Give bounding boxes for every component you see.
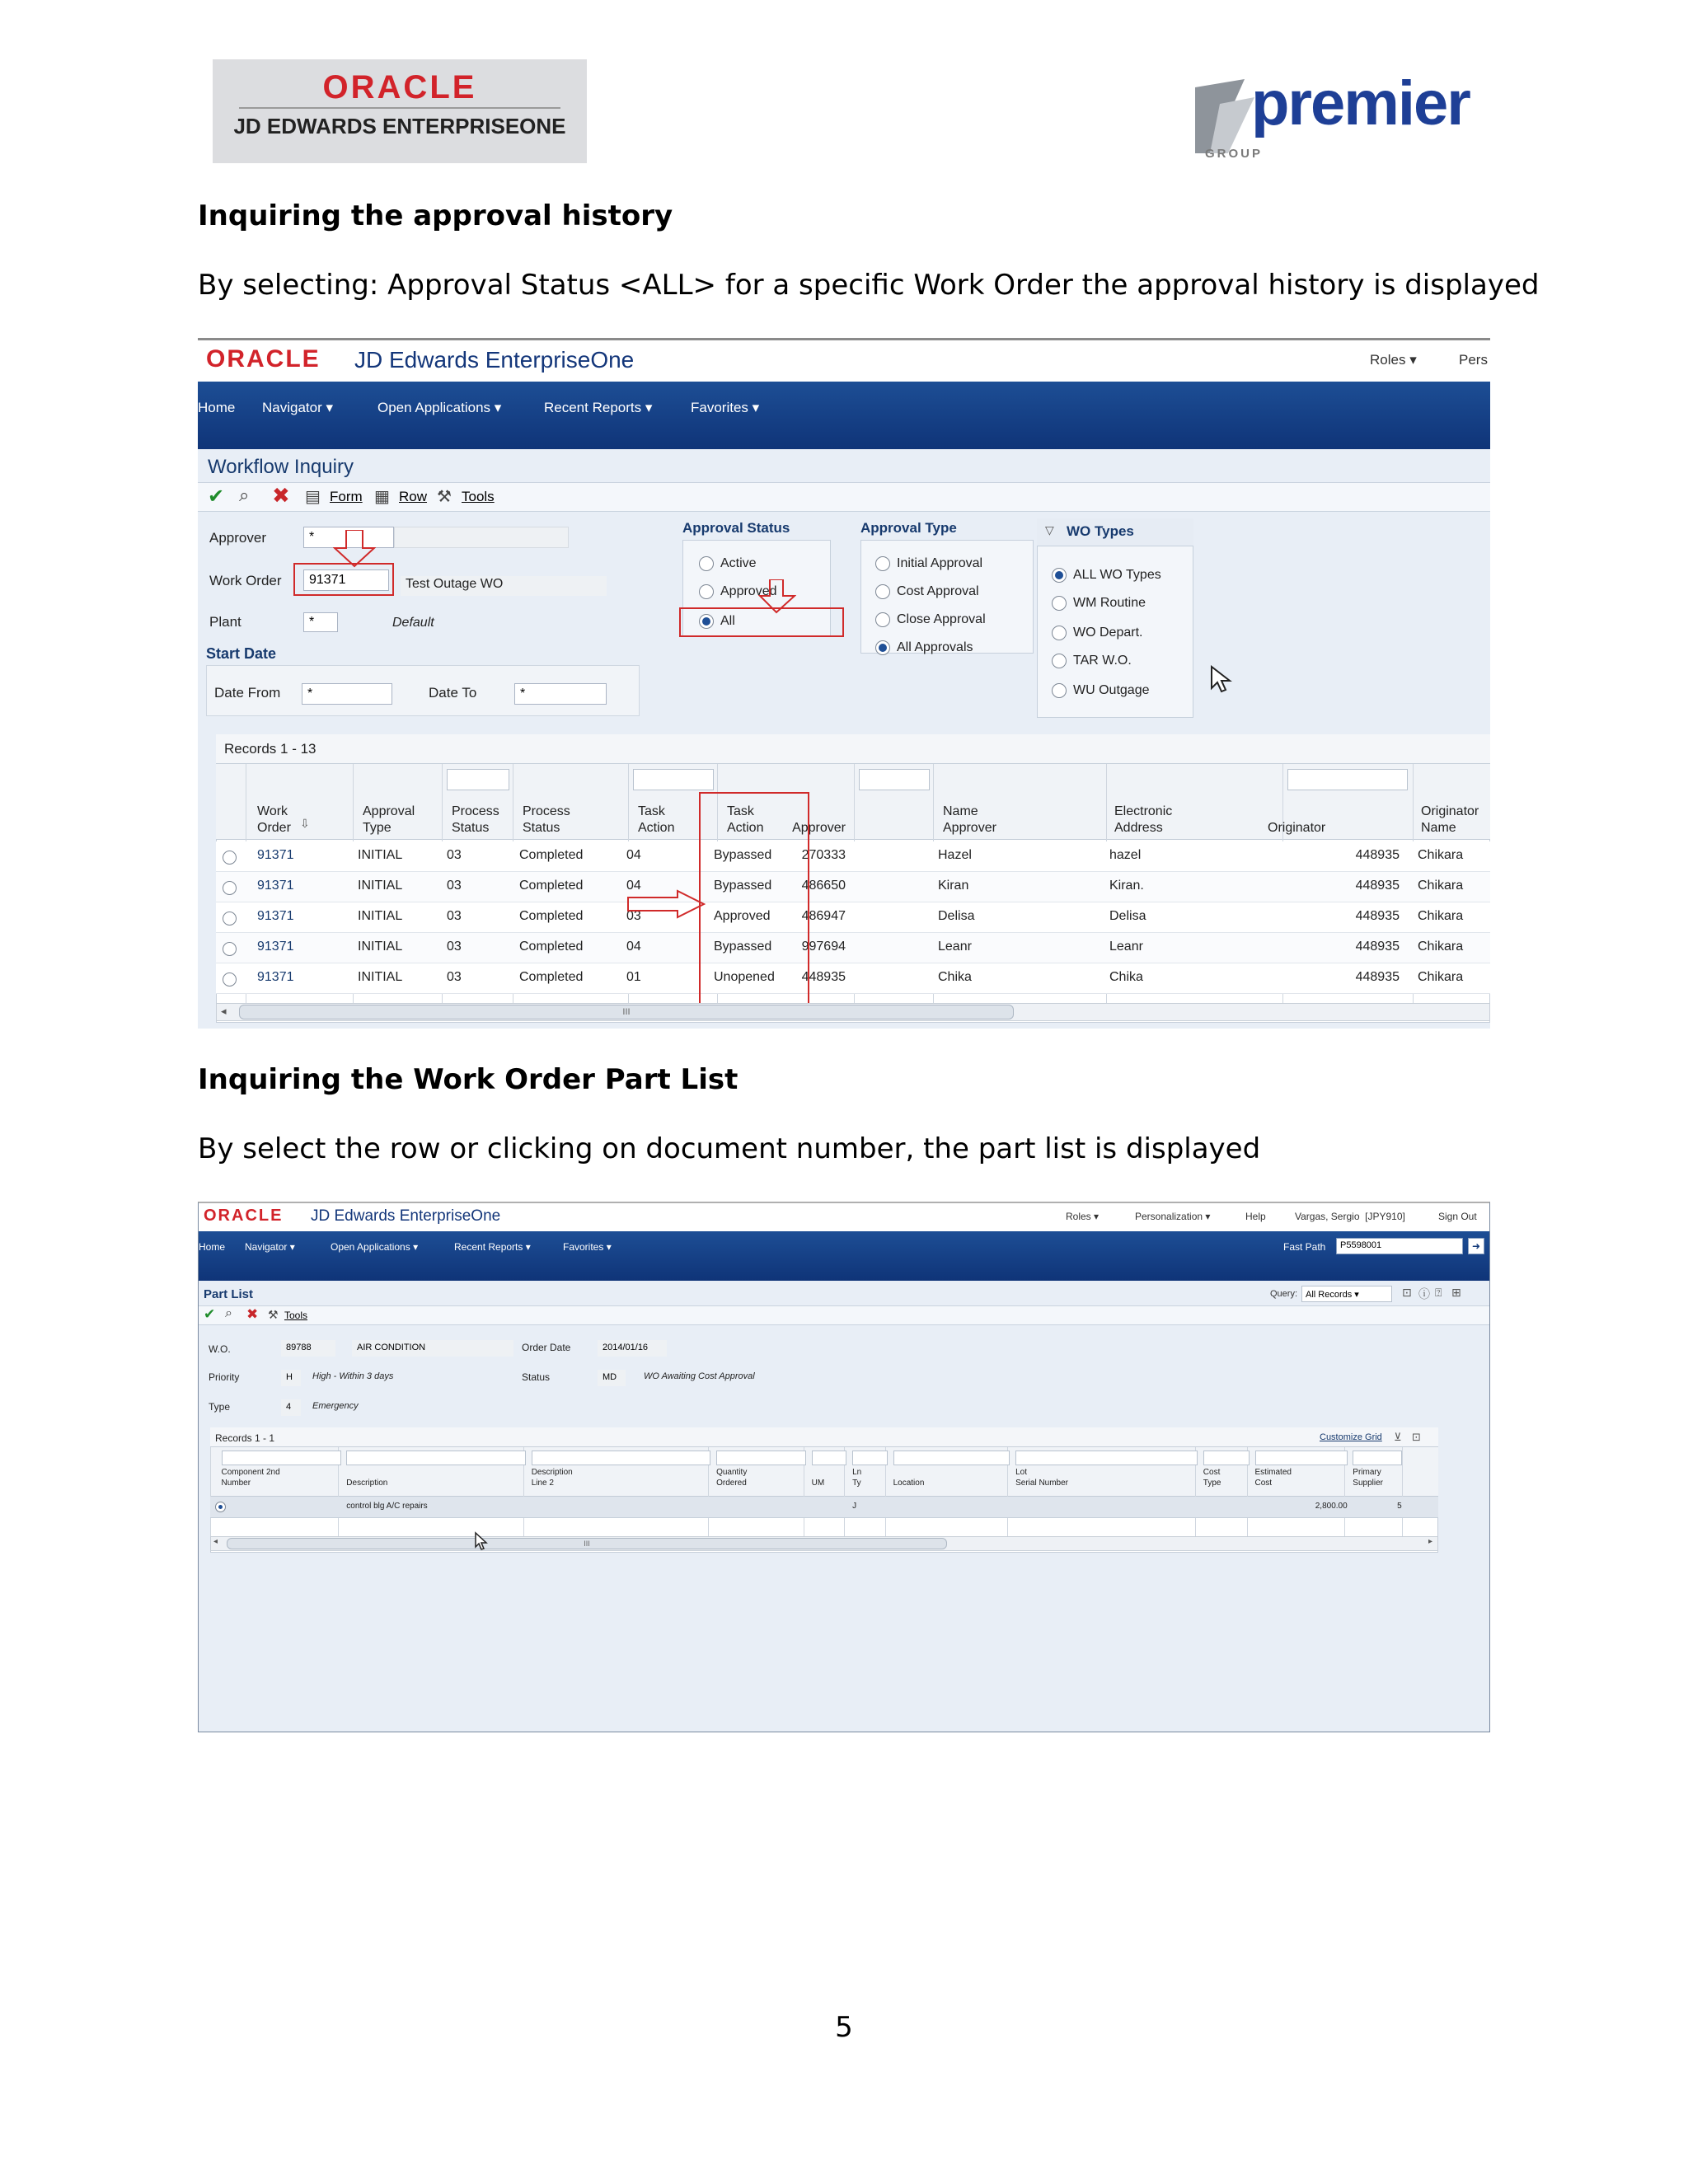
approval-type-title: Approval Type: [860, 520, 957, 536]
oracle-logo-word: ORACLE: [322, 69, 477, 105]
records-count: Records 1 - 13: [224, 741, 316, 757]
cell-task-action-code: 04: [626, 879, 641, 893]
grid-records-bar: [210, 1427, 1438, 1447]
cell-process-status-code: 03: [447, 848, 462, 862]
jde-brand: JD Edwards EnterpriseOne: [354, 347, 635, 373]
scroll-right-icon[interactable]: ▸: [1428, 1537, 1433, 1546]
filter-originator-input[interactable]: [1287, 769, 1408, 790]
oracle-jde-logo: [213, 59, 587, 163]
wo-value: 89788: [281, 1340, 335, 1357]
customize-grid-link[interactable]: Customize Grid: [1320, 1432, 1382, 1442]
filter-ln-ty-input[interactable]: [852, 1451, 888, 1465]
cell-name-approver: Leanr: [938, 940, 972, 954]
filter-lot-serial-number-input[interactable]: [1015, 1451, 1198, 1465]
cell-task-action-code: 01: [626, 970, 641, 984]
section2-text: By select the row or clicking on document number, the part list is displayed: [198, 1132, 1261, 1165]
order-date-value: 2014/01/16: [598, 1340, 667, 1357]
priority-label: Priority: [209, 1371, 240, 1383]
cell-originator-name: Chikara: [1418, 879, 1464, 893]
right-arrow-annotation-icon: [626, 889, 706, 919]
cell-originator: 448935: [1355, 879, 1400, 893]
col-header-line2: Approver: [792, 821, 846, 835]
filter-approver-input[interactable]: [859, 769, 930, 790]
cell-process-status-code: 03: [447, 970, 462, 984]
col-header-line2: Approver: [943, 821, 996, 835]
cell-primary-supplier: 5: [1397, 1502, 1402, 1511]
col-electronic-address[interactable]: [1114, 804, 1172, 837]
col-header-line1: Electronic: [1114, 804, 1173, 818]
col-header-line1: [1268, 804, 1325, 820]
approval-status-active-label: Active: [720, 556, 757, 570]
col-header-line2: Number: [221, 1479, 251, 1488]
find-search-icon[interactable]: ⌕: [225, 1306, 232, 1320]
priority-value: H: [281, 1370, 301, 1386]
premier-logo-mark-icon: [1195, 79, 1254, 153]
approval-type-initial-label: Initial Approval: [897, 556, 983, 570]
cell-approval-type: INITIAL: [358, 909, 403, 923]
col-ln-ty[interactable]: [852, 1467, 888, 1488]
col-estimated-cost[interactable]: [1255, 1467, 1348, 1488]
fast-path-go-arrow-icon[interactable]: ➜: [1468, 1238, 1484, 1254]
app-header: [199, 1203, 1490, 1231]
cell-task-action-code: 03: [626, 909, 641, 923]
cell-process-status-code: 03: [447, 909, 462, 923]
query-label: Query:: [1270, 1289, 1298, 1299]
nav-bar: [198, 382, 1490, 449]
col-header-line2: Ordered: [716, 1479, 747, 1488]
cell-electronic-address: Leanr: [1109, 940, 1143, 954]
approver-label: Approver: [209, 530, 266, 546]
roles-menu[interactable]: Roles ▾: [1066, 1211, 1099, 1222]
cell-name-approver: Delisa: [938, 909, 975, 923]
col-header-line1: [346, 1467, 526, 1478]
jde-brand: JD Edwards EnterpriseOne: [311, 1207, 501, 1225]
section1-heading: Inquiring the approval history: [198, 199, 673, 232]
row-select-radio[interactable]: [223, 881, 237, 895]
row-menu-icon: ▦: [374, 488, 390, 506]
col-originator[interactable]: [1268, 804, 1325, 837]
grid-export-icon[interactable]: ⊻: [1394, 1431, 1402, 1443]
cell-approval-type: INITIAL: [358, 970, 403, 984]
type-description: Emergency: [312, 1401, 359, 1411]
cell-task-action: Bypassed: [714, 848, 772, 862]
form-toolbar: [199, 1305, 1490, 1325]
ok-check-icon[interactable]: ✔: [208, 485, 225, 508]
cell-originator-name: Chikara: [1418, 909, 1464, 923]
col-task-action-code[interactable]: [638, 804, 674, 837]
col-header-line2: Type: [1203, 1479, 1221, 1488]
cell-originator: 448935: [1355, 940, 1400, 954]
premier-logo-group: GROUP: [1205, 147, 1264, 161]
wo-type-wu-outgage-radio[interactable]: [1052, 683, 1067, 698]
col-header-line1: Estimated: [1254, 1468, 1292, 1477]
approver-input[interactable]: *: [303, 527, 394, 548]
oracle-brand: ORACLE: [206, 345, 321, 373]
grid-records-bar: [216, 734, 1490, 764]
col-header-line1: Primary: [1353, 1468, 1381, 1477]
cell-approval-type: INITIAL: [358, 940, 403, 954]
cell-approver: 486947: [801, 909, 846, 923]
cell-approver: 448935: [801, 970, 846, 984]
approval-type-cost-label: Cost Approval: [897, 584, 979, 598]
row-select-radio[interactable]: [223, 942, 237, 956]
col-header-line2: Cost: [1254, 1479, 1273, 1488]
approval-status-active-radio[interactable]: [699, 556, 714, 571]
cell-process-status: Completed: [519, 909, 584, 923]
approval-status-approved-radio[interactable]: [699, 584, 714, 599]
col-process-status-code[interactable]: [452, 804, 499, 837]
cell-process-status: Completed: [519, 940, 584, 954]
work-order-label: Work Order: [209, 573, 282, 588]
help-link[interactable]: Help: [1245, 1211, 1266, 1222]
filter-cost-type-input[interactable]: [1203, 1451, 1250, 1465]
cell-approval-type: INITIAL: [358, 879, 403, 893]
col-header-line2: Originator: [1268, 821, 1326, 835]
cell-electronic-address: Kiran.: [1109, 879, 1144, 893]
personalization-menu[interactable]: Pers: [1459, 352, 1488, 368]
query-select[interactable]: All Records ▾: [1301, 1286, 1392, 1302]
col-cost-type[interactable]: [1203, 1467, 1250, 1488]
date-from-label: Date From: [214, 685, 281, 701]
col-location[interactable]: [893, 1467, 1010, 1488]
col-header-line1: Work: [257, 804, 288, 818]
cell-originator-name: Chikara: [1418, 848, 1464, 862]
nav-home[interactable]: Home: [198, 400, 236, 415]
col-originator-name[interactable]: [1421, 804, 1479, 837]
filter-description-input[interactable]: [346, 1451, 526, 1465]
status-value: MD: [598, 1370, 626, 1386]
wo-type-wo-depart-radio[interactable]: [1052, 626, 1067, 640]
cell-originator: 448935: [1355, 848, 1400, 862]
type-label: Type: [209, 1401, 231, 1413]
mouse-cursor-icon: [474, 1531, 490, 1551]
user-name: Vargas, Sergio [JPY910]: [1295, 1211, 1405, 1222]
query-info-icon[interactable]: ⓘ: [1418, 1287, 1430, 1301]
work-order-description: Test Outage WO: [401, 576, 607, 596]
close-x-icon[interactable]: ✖: [246, 1306, 259, 1322]
plant-label: Plant: [209, 614, 241, 630]
nav-favorites[interactable]: Favorites ▾: [563, 1241, 612, 1253]
oracle-logo-subtitle: JD EDWARDS ENTERPRISEONE: [233, 114, 566, 138]
type-value: 4: [281, 1399, 301, 1416]
query-manage-icon[interactable]: ⊞: [1451, 1286, 1461, 1299]
query-save-icon[interactable]: ⊡: [1402, 1286, 1412, 1299]
cell-process-status-code: 03: [447, 940, 462, 954]
filter-task-action-input[interactable]: [633, 769, 714, 790]
col-header-line2: Name: [1421, 821, 1456, 835]
col-header-line2: Serial Number: [1015, 1479, 1069, 1488]
form-title: Part List: [204, 1287, 254, 1301]
wo-type-wo-depart-label: WO Depart.: [1073, 626, 1143, 640]
cell-originator: 448935: [1355, 909, 1400, 923]
filter-location-input[interactable]: [893, 1451, 1010, 1465]
cell-name-approver: Hazel: [938, 848, 972, 862]
scroll-left-icon[interactable]: ◂: [221, 1005, 227, 1017]
nav-recent-reports[interactable]: Recent Reports ▾: [544, 400, 652, 416]
cell-approver: 486650: [801, 879, 846, 893]
col-header-line1: Process: [452, 804, 499, 818]
cell-approver: 997694: [801, 940, 846, 954]
cell-name-approver: Kiran: [938, 879, 969, 893]
date-to-input[interactable]: *: [514, 683, 607, 705]
cell-process-status: Completed: [519, 879, 584, 893]
section1-text: By selecting: Approval Status <ALL> for a specific Work Order the approval history is displayed: [198, 269, 1540, 302]
cell-electronic-address: Chika: [1109, 970, 1143, 984]
find-search-icon[interactable]: ⌕: [239, 485, 250, 505]
col-header-line2: Order: [257, 821, 291, 835]
cell-originator: 448935: [1355, 970, 1400, 984]
row-select-radio[interactable]: [223, 851, 237, 865]
col-header-line1: Task: [638, 804, 665, 818]
form-menu-icon: ▤: [305, 488, 321, 506]
scrollbar-thumb[interactable]: III: [227, 1538, 947, 1549]
wo-type-all-radio[interactable]: [1052, 568, 1067, 583]
col-name-approver[interactable]: [943, 804, 996, 837]
filter-component-2nd-number-input[interactable]: [222, 1451, 341, 1465]
col-header-line1: Lot: [1015, 1468, 1027, 1477]
form-toolbar: [198, 482, 1490, 512]
cell-task-action-code: 04: [626, 940, 641, 954]
wo-types-title: WO Types: [1067, 523, 1134, 539]
personalization-menu[interactable]: Personalization ▾: [1135, 1211, 1210, 1222]
ok-check-icon[interactable]: ✔: [204, 1306, 216, 1322]
plant-description: Default: [392, 616, 434, 630]
filter-process-status-input[interactable]: [447, 769, 509, 790]
nav-home[interactable]: Home: [199, 1241, 226, 1253]
oracle-brand: ORACLE: [204, 1207, 284, 1225]
order-date-label: Order Date: [522, 1342, 571, 1353]
app-header: [198, 340, 1490, 382]
col-header-line1: Cost: [1203, 1468, 1221, 1477]
cell-process-status: Completed: [519, 970, 584, 984]
section2-heading: Inquiring the Work Order Part List: [198, 1063, 738, 1096]
col-lot-serial-number[interactable]: [1015, 1467, 1198, 1488]
priority-description: High - Within 3 days: [312, 1371, 394, 1381]
row-select-radio[interactable]: [223, 972, 237, 987]
grid-maximize-icon[interactable]: ⊡: [1412, 1431, 1421, 1443]
cell-approval-type: INITIAL: [358, 848, 403, 862]
nav-navigator[interactable]: Navigator ▾: [245, 1241, 295, 1253]
cell-estimated-cost: 2,800.00: [1315, 1502, 1348, 1511]
nav-favorites[interactable]: Favorites ▾: [691, 400, 759, 416]
col-header-line2: Supplier: [1353, 1479, 1383, 1488]
col-header-line1: Process: [523, 804, 570, 818]
wo-type-tar-radio[interactable]: [1052, 654, 1067, 668]
cell-task-action: Bypassed: [714, 879, 772, 893]
col-approval-type[interactable]: [363, 804, 415, 837]
wo-type-wu-outgage-label: WU Outgage: [1073, 683, 1150, 697]
col-header-line2: Address: [1114, 821, 1163, 835]
col-description[interactable]: [346, 1467, 526, 1488]
col-header-line2: UM: [811, 1479, 825, 1488]
col-header-line1: Originator: [1421, 804, 1479, 818]
cell-work-order[interactable]: 91371: [257, 879, 294, 893]
col-header-line2: Line 2: [531, 1479, 554, 1488]
col-header-line2: Description: [346, 1479, 388, 1488]
fast-path-input[interactable]: P5598001: [1336, 1238, 1463, 1254]
filter-estimated-cost-input[interactable]: [1255, 1451, 1348, 1465]
cell-work-order[interactable]: 91371: [257, 848, 294, 862]
col-sep: [1402, 1447, 1403, 1536]
tools-menu-icon: ⚒: [437, 488, 452, 506]
scrollbar-thumb[interactable]: III: [239, 1005, 1014, 1019]
filter-quantity-ordered-input[interactable]: [716, 1451, 806, 1465]
cell-work-order[interactable]: 91371: [257, 940, 294, 954]
col-quantity-ordered[interactable]: [716, 1467, 806, 1488]
cell-process-status-code: 03: [447, 879, 462, 893]
fast-path-label: Fast Path: [1283, 1241, 1326, 1253]
cell-work-order[interactable]: 91371: [257, 909, 294, 923]
nav-recent-reports[interactable]: Recent Reports ▾: [454, 1241, 531, 1253]
nav-open-applications[interactable]: Open Applications ▾: [377, 400, 501, 416]
col-header-line1: [893, 1467, 1010, 1478]
page-number: 5: [835, 2011, 853, 2044]
date-to-label: Date To: [429, 685, 477, 701]
col-header-line2: Ty: [852, 1479, 861, 1488]
cell-description: control blg A/C repairs: [346, 1502, 428, 1511]
col-work-order[interactable]: [257, 804, 291, 837]
cell-ln-ty: J: [852, 1502, 857, 1511]
tools-menu[interactable]: Tools: [284, 1310, 308, 1321]
collapse-triangle-icon[interactable]: ▽: [1045, 523, 1054, 537]
approval-type-cost-radio[interactable]: [875, 584, 890, 599]
row-menu[interactable]: Row: [399, 489, 428, 504]
col-header-line1: Quantity: [716, 1468, 748, 1477]
nav-navigator[interactable]: Navigator ▾: [262, 400, 333, 416]
cell-electronic-address: hazel: [1109, 848, 1142, 862]
approval-type-close-label: Close Approval: [897, 612, 986, 626]
sort-icon[interactable]: ⇩: [300, 817, 310, 830]
col-header-line1: Approval: [363, 804, 415, 818]
col-header-line2: Status: [452, 821, 490, 835]
approval-status-all-label: All: [720, 614, 735, 628]
work-order-input[interactable]: 91371: [303, 569, 389, 591]
tools-menu-icon: ⚒: [268, 1308, 279, 1321]
status-description: WO Awaiting Cost Approval: [644, 1371, 755, 1381]
task-action-highlight: [699, 792, 809, 1005]
col-header-line1: Name: [943, 804, 978, 818]
start-date-label: Start Date: [206, 645, 277, 662]
form-menu[interactable]: Form: [330, 489, 363, 504]
logo-divider: [239, 107, 560, 109]
col-header-line2: Type: [363, 821, 392, 835]
cell-task-action: Approved: [714, 909, 771, 923]
col-header-line1: Ln: [852, 1468, 862, 1477]
nav-bar: [199, 1231, 1490, 1281]
mouse-cursor-icon: [1210, 665, 1236, 693]
col-header-line1: Description: [531, 1468, 573, 1477]
approver-description: [394, 527, 569, 548]
approval-status-title: Approval Status: [682, 520, 790, 536]
cell-originator-name: Chikara: [1418, 940, 1464, 954]
col-sep: [210, 1447, 211, 1536]
col-header-line2: Status: [523, 821, 560, 835]
col-header-line1: Component 2nd: [221, 1468, 280, 1477]
cell-work-order[interactable]: 91371: [257, 970, 294, 984]
col-primary-supplier[interactable]: [1353, 1467, 1401, 1488]
approval-status-approved-label: Approved: [720, 584, 777, 598]
wo-label: W.O.: [209, 1343, 231, 1355]
col-component-2nd-number[interactable]: [222, 1467, 341, 1488]
approval-status-all-radio[interactable]: [699, 614, 714, 629]
records-count: Records 1 - 1: [215, 1432, 275, 1444]
sign-out-link[interactable]: Sign Out: [1438, 1211, 1477, 1222]
col-header-line1: [812, 1467, 847, 1478]
wo-type-wm-routine-radio[interactable]: [1052, 596, 1067, 611]
nav-open-applications[interactable]: Open Applications ▾: [331, 1241, 418, 1253]
cell-task-action: Unopened: [714, 970, 775, 984]
col-header-line2: Action: [727, 821, 764, 835]
filter-um-input[interactable]: [812, 1451, 847, 1465]
col-header-line2: Location: [893, 1479, 925, 1488]
form-title: Workflow Inquiry: [208, 456, 354, 478]
tools-menu[interactable]: Tools: [462, 489, 495, 504]
approval-type-initial-radio[interactable]: [875, 556, 890, 571]
wo-type-tar-label: TAR W.O.: [1073, 654, 1132, 668]
cell-approver: 270333: [801, 848, 846, 862]
filter-description-line-2-input[interactable]: [532, 1451, 711, 1465]
cell-task-action: Bypassed: [714, 940, 772, 954]
approval-type-all-label: All Approvals: [897, 640, 973, 654]
wo-description: AIR CONDITION: [352, 1340, 513, 1357]
approval-type-all-radio[interactable]: [875, 640, 890, 655]
row-select-radio[interactable]: [223, 912, 237, 926]
date-from-input[interactable]: *: [302, 683, 392, 705]
col-header-line1: Task: [727, 804, 754, 818]
query-help-icon[interactable]: ⍰: [1435, 1286, 1442, 1299]
cell-electronic-address: Delisa: [1109, 909, 1146, 923]
wo-type-wm-routine-label: WM Routine: [1073, 596, 1146, 610]
part-list-screenshot: [198, 1202, 1490, 1732]
scroll-left-icon[interactable]: ◂: [213, 1537, 218, 1546]
roles-menu[interactable]: Roles ▾: [1370, 352, 1417, 368]
col-um[interactable]: [812, 1467, 847, 1488]
cell-name-approver: Chika: [938, 970, 972, 984]
col-header-line2: Action: [638, 821, 675, 835]
cell-task-action-code: 04: [626, 848, 641, 862]
close-x-icon[interactable]: ✖: [272, 483, 290, 508]
premier-logo-word: premier: [1251, 68, 1470, 138]
workflow-inquiry-screenshot: [198, 338, 1490, 1029]
status-label: Status: [522, 1371, 551, 1383]
cell-process-status: Completed: [519, 848, 584, 862]
filter-primary-supplier-input[interactable]: [1353, 1451, 1401, 1465]
plant-input[interactable]: *: [303, 612, 338, 632]
col-description-line-2[interactable]: [532, 1467, 711, 1488]
wo-type-all-label: ALL WO Types: [1073, 568, 1161, 582]
col-process-status[interactable]: [523, 804, 570, 837]
row-select-radio[interactable]: [215, 1502, 226, 1512]
cell-originator-name: Chikara: [1418, 970, 1464, 984]
approval-type-close-radio[interactable]: [875, 612, 890, 627]
